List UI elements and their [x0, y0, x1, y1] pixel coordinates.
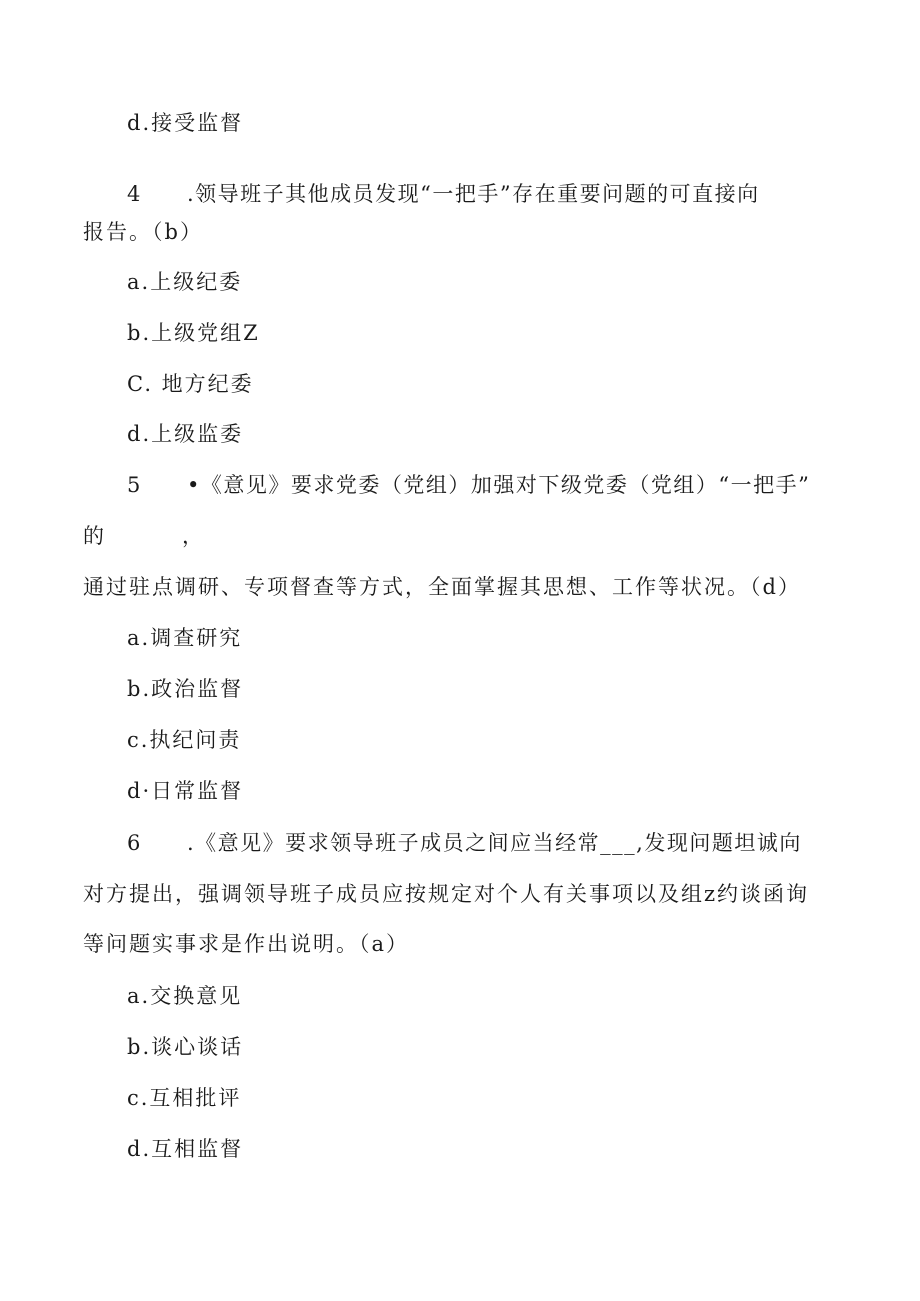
question-number: 5 [127, 473, 141, 497]
option-a: a.调查研究 [127, 626, 243, 650]
question-text: .《意见》要求领导班子成员之间应当经常___,发现问题坦诚向 [187, 831, 802, 855]
question-number: 4 [127, 182, 141, 206]
option-d: d·日常监督 [127, 779, 244, 803]
question-text: 的 [83, 524, 104, 548]
option-c: c.互相批评 [127, 1086, 242, 1110]
question-text: 对方提出，强调领导班子成员应按规定对个人有关事项以及组z约谈函询 [83, 882, 810, 906]
question-text: .领导班子其他成员发现“一把手”存在重要问题的可直接向 [187, 182, 760, 206]
question-text: ， [182, 524, 203, 548]
option-b: b.谈心谈话 [127, 1035, 244, 1059]
option-d: d.上级监委 [127, 422, 244, 446]
option-d: d.互相监督 [127, 1137, 244, 1161]
option-a: a.上级纪委 [127, 270, 243, 294]
question-text: 等问题实事求是作出说明。（a） [83, 932, 410, 956]
option-a: a.交换意见 [127, 984, 243, 1008]
option-b: b.上级党组Z [127, 321, 260, 345]
option-b: b.政治监督 [127, 677, 244, 701]
option-c: c.执纪问责 [127, 728, 242, 752]
question-text: •《意见》要求党委（党组）加强对下级党委（党组）“一把手” [187, 473, 811, 497]
question-text: 报告。（b） [83, 220, 203, 244]
question-text: 通过驻点调研、专项督查等方式，全面掌握其思想、工作等状况。（d） [83, 575, 801, 599]
option-c: C. 地方纪委 [127, 372, 254, 396]
question-number: 6 [127, 831, 141, 855]
option-d: d.接受监督 [127, 111, 244, 135]
